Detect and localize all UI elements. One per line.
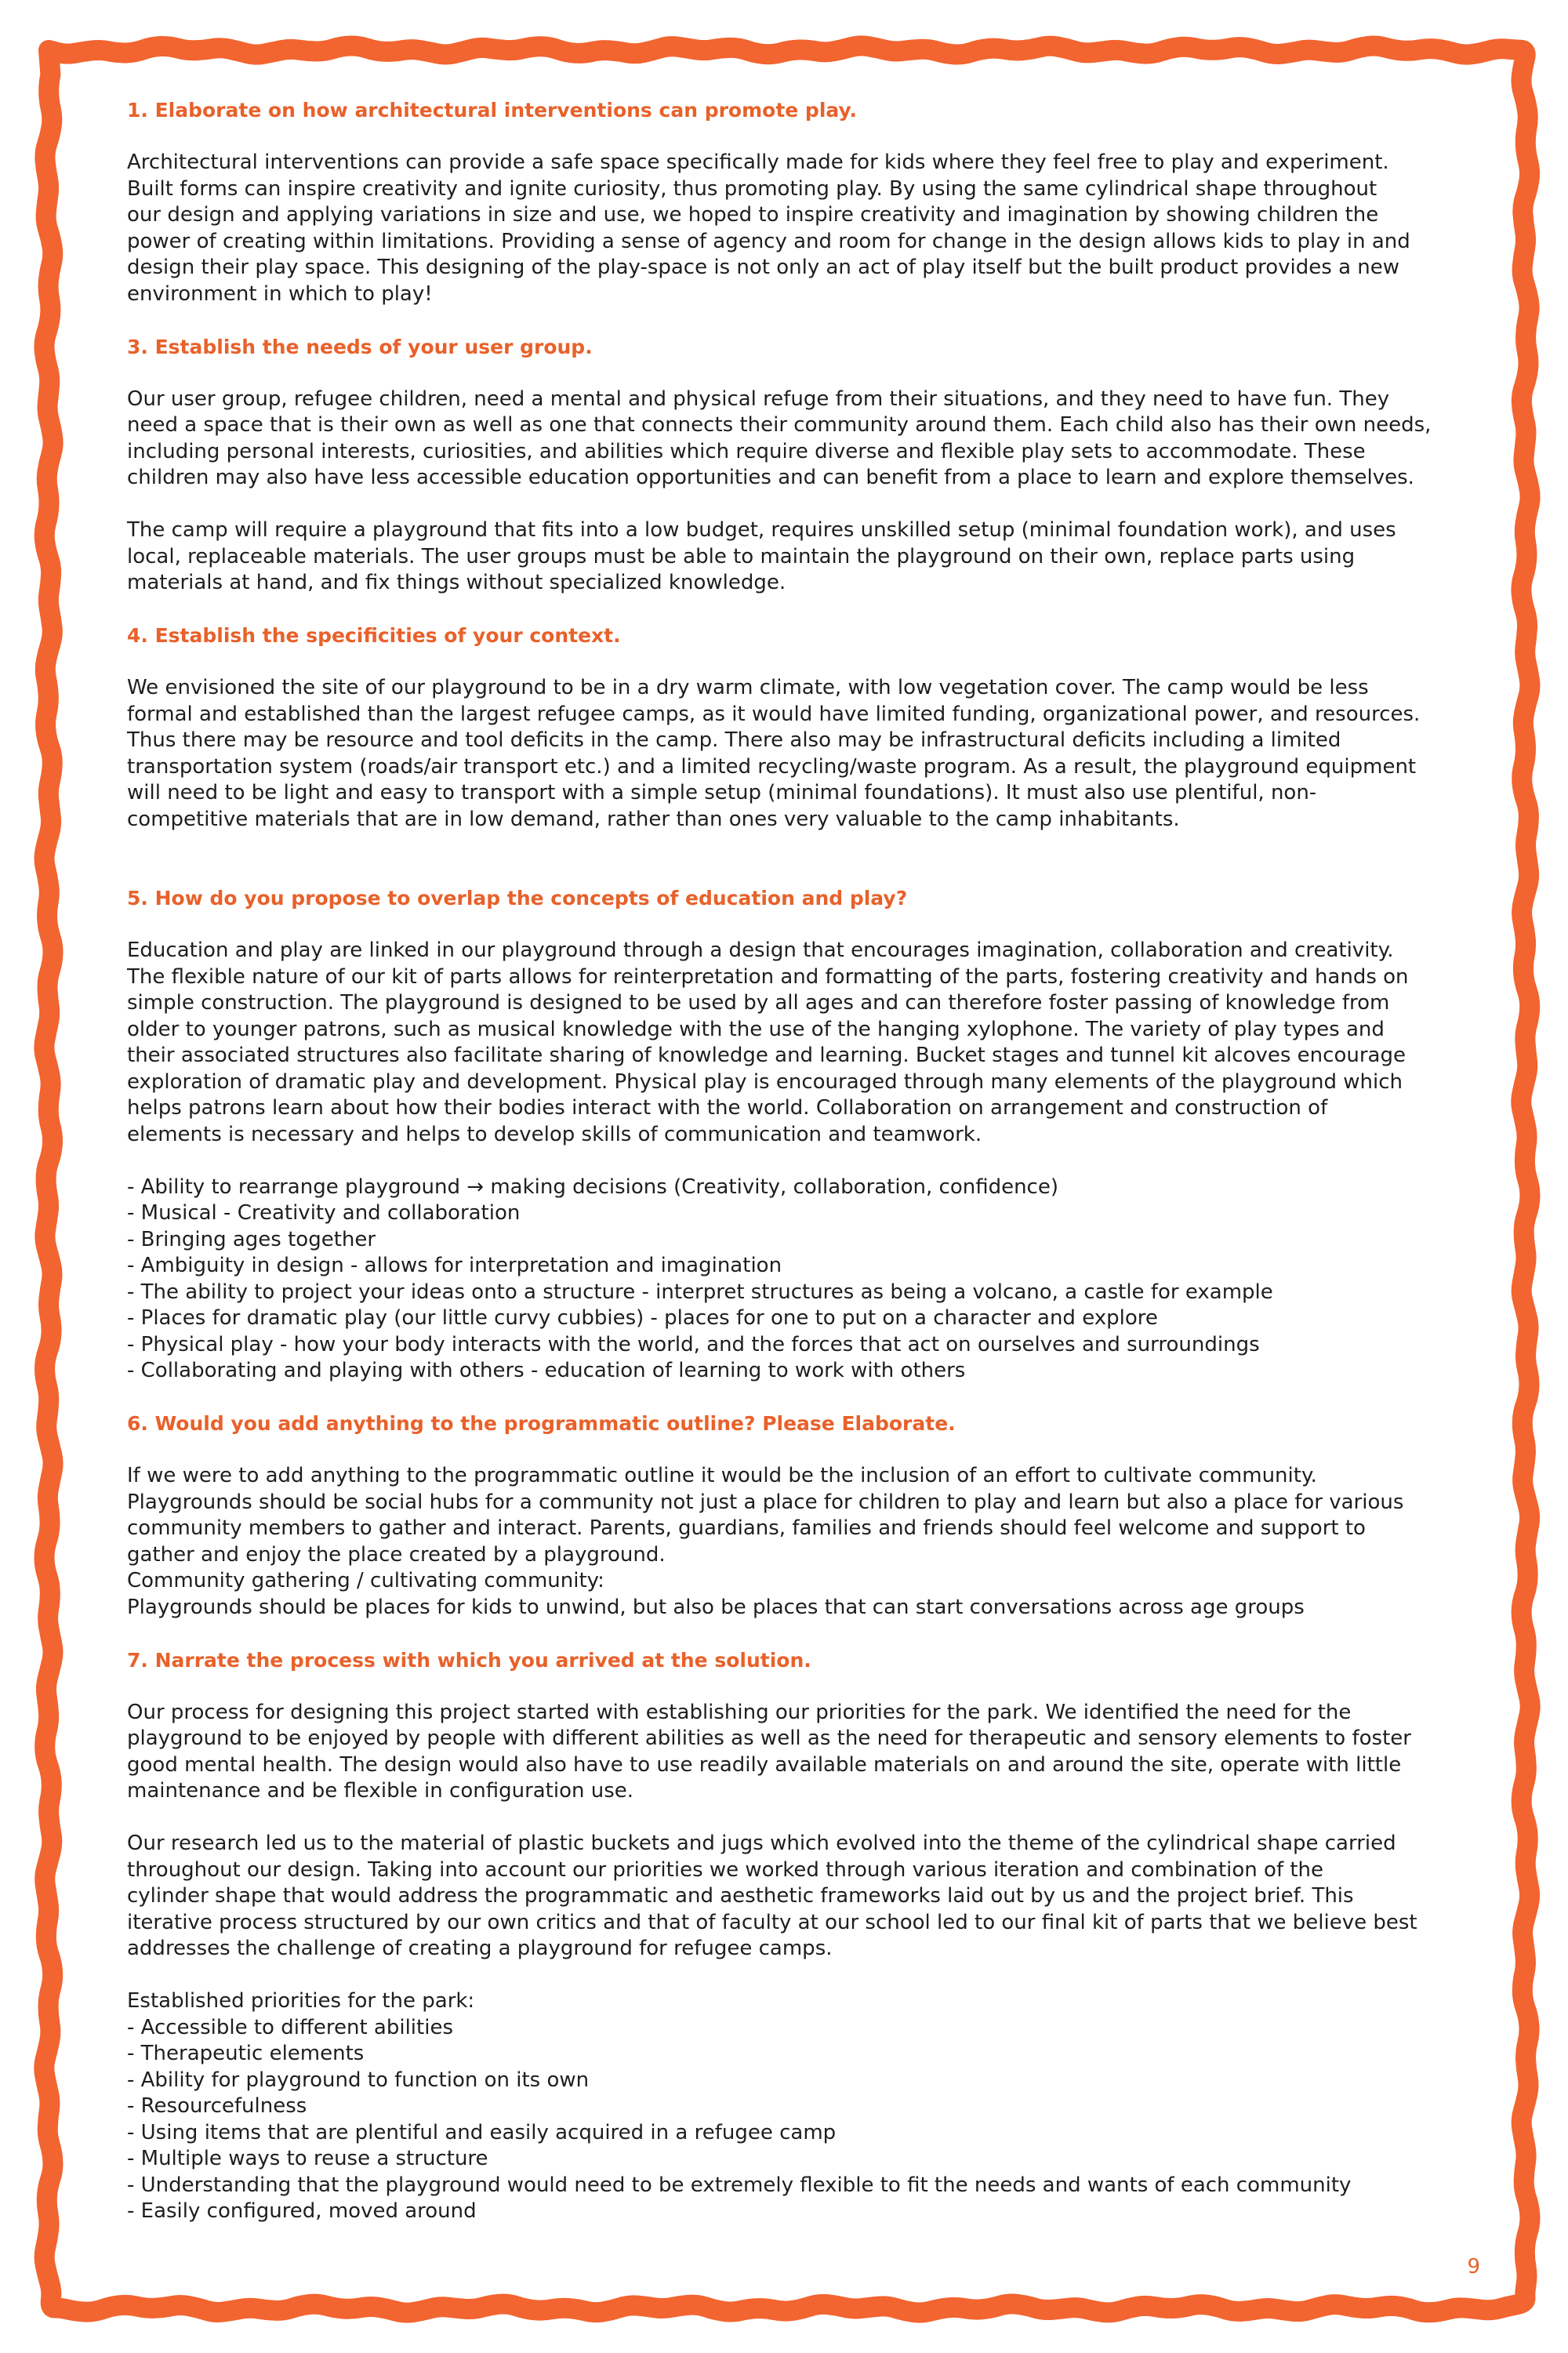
list-item: - Physical play - how your body interacts with the world, and the forces that act on ourselves and surroundings bbox=[127, 1332, 1260, 1356]
answer-6-paragraph: If we were to add anything to the programmatic outline it would be the inclusion of an effort to cultivate community. Playgrounds should be social hubs for a community not just a place for children to play and learn but also a place for various community members to gather and interact. Parents, guardians, families and friends should feel welcome and support to gather and enjoy the place created by a playground. Community gathering / cultivating community: Playgrounds should be places for kids to unwind, but also be places that can start conversations across age groups bbox=[127, 1464, 1404, 1619]
list-item: - Therapeutic elements bbox=[127, 2042, 365, 2065]
list-item: - Places for dramatic play (our little curvy cubbies) - places for one to put on a character and explore bbox=[127, 1306, 1158, 1330]
answer-3-paragraph-2: The camp will require a playground that fits into a low budget, requires unskilled setup (minimal foundation work), and uses local, replaceable materials. The user groups must be able to maintain the playground on their own, replace parts using materials at hand, and fix things without specialized knowledge. bbox=[127, 518, 1396, 594]
question-5-heading: 5. How do you propose to overlap the concepts of education and play? bbox=[127, 887, 908, 910]
answer-7-paragraph-2: Our research led us to the material of plastic buckets and jugs which evolved into the theme of the cylindrical shape carried throughout our design. Taking into account our priorities we worked through various iteration and combination of the cylinder shape that would address the programmatic and aesthetic frameworks laid out by us and the project brief. This iterative process structured by our own critics and that of faculty at our school led to our final kit of parts that we believe best addresses the challenge of creating a playground for refugee camps. bbox=[127, 1832, 1417, 1960]
document-body bbox=[127, 97, 1452, 2225]
list-item: - Bringing ages together bbox=[127, 1227, 376, 1251]
question-7-heading: 7. Narrate the process with which you arrived at the solution. bbox=[127, 1648, 811, 1672]
page-number: 9 bbox=[1467, 2255, 1480, 2279]
list-item: - Accessible to different abilities bbox=[127, 2015, 453, 2039]
list-item: - Using items that are plentiful and easily acquired in a refugee camp bbox=[127, 2120, 837, 2144]
list-item: - The ability to project your ideas onto a structure - interpret structures as being a volcano, a castle for example bbox=[127, 1280, 1273, 1304]
question-1-heading: 1. Elaborate on how architectural interventions can promote play. bbox=[127, 99, 857, 122]
answer-7-paragraph-1: Our process for designing this project started with establishing our priorities for the park. We identified the need for the playground to be enjoyed by people with different abilities as well as the need for therapeutic and sensory elements to foster good mental health. The design would also have to use readily available materials on and around the site, operate with little maintenance and be flexible in configuration use. bbox=[127, 1700, 1411, 1803]
question-4-heading: 4. Establish the specificities of your context. bbox=[127, 624, 621, 647]
answer-5-paragraph: Education and play are linked in our playground through a design that encourages imagination, collaboration and creativity. The flexible nature of our kit of parts allows for reinterpretation and formatting of the parts, fostering creativity and hands on simple construction. The playground is designed to be used by all ages and can therefore foster passing of knowledge from older to younger patrons, such as musical knowledge with the use of the hanging xylophone. The variety of play types and their associated structures also facilitate sharing of knowledge and learning. Bucket stages and tunnel kit alcoves encourage exploration of dramatic play and development. Physical play is encouraged through many elements of the playground which helps patrons learn about how their bodies interact with the world. Collaboration on arrangement and construction of elements is necessary and helps to develop skills of communication and teamwork. bbox=[127, 939, 1409, 1146]
answer-4-paragraph: We envisioned the site of our playground to be in a dry warm climate, with low vegetation cover. The camp would be less formal and established than the largest refugee camps, as it would have limited funding, organizational power, and resources. Thus there may be resource and tool deficits in the camp. There also may be infrastructural deficits including a limited transportation system (roads/air transport etc.) and a limited recycling/waste program. As a result, the playground equipment will need to be light and easy to transport with a simple setup (minimal foundations). It must also use plentiful, non- competitive materials that are in low demand, rather than ones very valuable to the camp inhabitants. bbox=[127, 676, 1421, 831]
priorities-list bbox=[127, 2015, 1452, 2225]
list-item: - Ability to rearrange playground → making decisions (Creativity, collaboration, confidence) bbox=[127, 1175, 1058, 1199]
question-3-heading: 3. Establish the needs of your user group. bbox=[127, 335, 593, 358]
answer-5-list bbox=[127, 1175, 1452, 1385]
list-item: - Easily configured, moved around bbox=[127, 2199, 477, 2223]
list-item: - Collaborating and playing with others - education of learning to work with others bbox=[127, 1359, 966, 1382]
answer-3-paragraph-1: Our user group, refugee children, need a mental and physical refuge from their situations, and they need to have fun. They need a space that is their own as well as one that connects their community around them. Each child also has their own needs, including personal interests, curiosities, and abilities which require diverse and flexible play sets to accommodate. These children may also have less accessible education opportunities and can benefit from a place to learn and explore themselves. bbox=[127, 387, 1432, 489]
list-item: - Ability for playground to function on its own bbox=[127, 2068, 590, 2092]
question-6-heading: 6. Would you add anything to the programmatic outline? Please Elaborate. bbox=[127, 1412, 956, 1435]
list-item: - Resourcefulness bbox=[127, 2094, 307, 2118]
list-item: - Musical - Creativity and collaboration bbox=[127, 1201, 521, 1225]
answer-1-paragraph: Architectural interventions can provide a safe space specifically made for kids where they feel free to play and experiment. Built forms can inspire creativity and ignite curiosity, thus promoting play. By using the same cylindrical shape throughout our design and applying variations in size and use, we hoped to inspire creativity and imagination by showing children the power of creating within limitations. Providing a sense of agency and room for change in the design allows kids to play in and design their play space. This designing of the play-space is not only an act of play itself but the built product provides a new environment in which to play! bbox=[127, 151, 1410, 306]
list-item: - Ambiguity in design - allows for interpretation and imagination bbox=[127, 1254, 782, 1277]
list-item: - Multiple ways to reuse a structure bbox=[127, 2147, 488, 2170]
list-item: - Understanding that the playground would need to be extremely flexible to fit the needs and wants of each community bbox=[127, 2173, 1352, 2197]
priorities-list-title: Established priorities for the park: bbox=[127, 1989, 475, 2013]
